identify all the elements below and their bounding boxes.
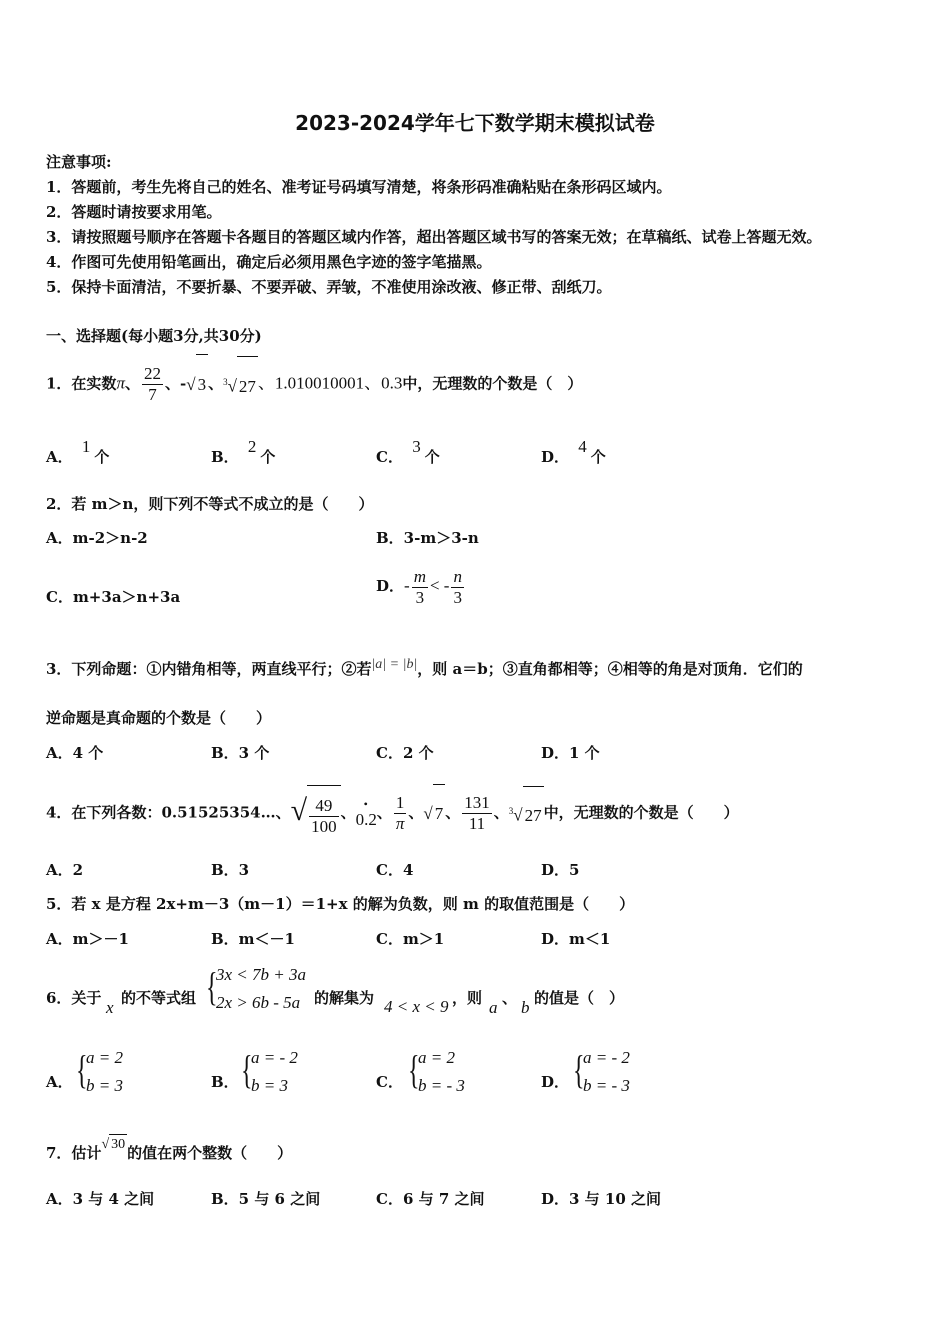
option-letter: D． bbox=[376, 577, 405, 595]
option-value: 2 bbox=[247, 437, 257, 456]
q1-option-a bbox=[46, 437, 110, 467]
radicand: 27 bbox=[523, 786, 544, 845]
sqrt-expression: √ 7 bbox=[423, 784, 445, 843]
q4-option-d: D．5 bbox=[541, 861, 580, 879]
option-line: b = - 3 bbox=[583, 1076, 630, 1095]
notice-item: 4．作图可先使用铅笔画出，确定后必须用黑色字迹的签字笔描黑。 bbox=[46, 253, 492, 271]
option-line: a = - 2 bbox=[251, 1048, 298, 1067]
q7-prefix: 7．估计 bbox=[46, 1144, 102, 1162]
q7-option-b: B．5 与 6 之间 bbox=[211, 1190, 321, 1208]
sqrt-expression: √ 30 bbox=[101, 1134, 127, 1155]
denominator: 11 bbox=[468, 813, 486, 833]
root-index: 3 bbox=[223, 377, 228, 387]
var-x: x bbox=[106, 998, 114, 1017]
repeating-decimal: • 0.2 bbox=[356, 791, 377, 849]
denominator: 3 bbox=[415, 587, 425, 607]
option-unit: 个 bbox=[424, 448, 440, 466]
q7-option-d: D．3 与 10 之间 bbox=[541, 1190, 661, 1208]
numerator: 131 bbox=[464, 792, 490, 812]
q4-option-c: C．4 bbox=[376, 861, 414, 879]
option-line: a = - 2 bbox=[583, 1048, 630, 1067]
q3-option-d: D．1 个 bbox=[541, 744, 600, 762]
option-value: 3 bbox=[412, 437, 421, 456]
q4-prefix: 4．在下列各数：0.51525354…、 bbox=[46, 803, 291, 822]
q5-option-c: C．m＞1 bbox=[376, 930, 445, 948]
option-unit: 个 bbox=[260, 448, 276, 466]
numerator: n bbox=[453, 566, 462, 586]
q1-suffix: 中，无理数的个数是（ ） bbox=[402, 374, 583, 393]
q7-suffix: 的值在两个整数（ ） bbox=[127, 1144, 293, 1162]
separator: 、 bbox=[208, 374, 224, 393]
q4-option-a: A．2 bbox=[46, 861, 84, 879]
sqrt-fraction: √ $\frac{49}{100}$ bbox=[291, 782, 341, 844]
q3-option-a: A．4 个 bbox=[46, 744, 104, 762]
q6-option-c bbox=[408, 1045, 498, 1101]
notice-heading: 注意事项: bbox=[46, 153, 112, 171]
option-line: b = 3 bbox=[251, 1076, 288, 1095]
q3-stem: 3．下列命题：①内错角相等，两直线平行；②若 bbox=[46, 660, 372, 678]
notice-item: 5．保持卡面清洁，不要折暴、不要弄破、弄皱，不准使用涂改液、修正带、刮纸刀。 bbox=[46, 278, 612, 296]
notice-item: 3．请按照题号顺序在答题卡各题目的答题区域内作答，超出答题区域书写的答案无效；在草稿纸、试卷上答题无效。 bbox=[46, 228, 822, 246]
q2-option-b: B．3-m＞3-n bbox=[376, 529, 479, 547]
denominator: π bbox=[395, 813, 405, 833]
radicand: 27 bbox=[237, 356, 258, 417]
left-brace-icon: { bbox=[206, 964, 218, 1009]
q6-option-a bbox=[76, 1045, 166, 1101]
q2-option-c: C．m+3a＞n+3a bbox=[46, 588, 181, 606]
q6-mid2: 的解集为 bbox=[314, 989, 375, 1007]
q6-mid: 的不等式组 bbox=[121, 989, 197, 1007]
cbrt-expression: $^3$√ 27 bbox=[223, 352, 258, 417]
radicand: 3 bbox=[196, 354, 209, 415]
q3-option-c: C．2 个 bbox=[376, 744, 434, 762]
sqrt-expression: √ 3 bbox=[186, 354, 208, 415]
q5-option-d: D．m＜1 bbox=[541, 930, 611, 948]
option-line: a = 2 bbox=[418, 1048, 455, 1067]
q2-option-d bbox=[376, 565, 466, 608]
solution-set: 4 < x < 9 bbox=[384, 997, 449, 1016]
q5-option-b: B．m＜－1 bbox=[211, 930, 295, 948]
denominator: 100 bbox=[311, 816, 337, 836]
q1-option-c bbox=[376, 437, 440, 467]
fraction bbox=[142, 364, 163, 405]
option-letter: A． bbox=[46, 448, 73, 466]
option-unit: 个 bbox=[590, 448, 606, 466]
question-7 bbox=[46, 1136, 293, 1165]
inequality-2: 2x > 6b - 5a bbox=[216, 993, 301, 1012]
separator: 、 bbox=[493, 803, 509, 822]
left-brace-icon: { bbox=[76, 1047, 88, 1092]
left-brace-icon: { bbox=[573, 1047, 585, 1092]
q2-option-a: A．m-2＞n-2 bbox=[46, 529, 148, 547]
q6-option-b-letter: B． bbox=[211, 1073, 239, 1091]
option-letter: B． bbox=[211, 448, 239, 466]
separator: 、 bbox=[408, 803, 424, 822]
abs-expression: |a| = |b| bbox=[371, 657, 418, 672]
inequality-1: 3x < 7b + 3a bbox=[216, 965, 306, 984]
section-heading: 一、选择题(每小题3分,共30分) bbox=[46, 327, 262, 345]
q6-option-d-letter: D． bbox=[541, 1073, 570, 1091]
fraction bbox=[462, 793, 492, 834]
pi-symbol: π bbox=[116, 373, 125, 393]
page-title: 2023-2024学年七下数学期末模拟试卷 bbox=[295, 111, 655, 135]
q7-option-c: C．6 与 7 之间 bbox=[376, 1190, 485, 1208]
fraction bbox=[412, 567, 428, 608]
notice-item: 1．答题前，考生先将自己的姓名、准考证号码填写清楚，将条形码准确粘贴在条形码区域内。 bbox=[46, 178, 672, 196]
question-4 bbox=[46, 782, 739, 845]
q1-prefix: 1．在实数 bbox=[46, 374, 117, 393]
q6-prefix: 6．关于 bbox=[46, 989, 102, 1007]
q6-suffix: 的值是（ ） bbox=[534, 989, 625, 1007]
question-2: 2．若 m＞n，则下列不等式不成立的是（ ） bbox=[46, 495, 374, 513]
var-b: b bbox=[521, 998, 530, 1017]
numerator: 1 bbox=[394, 793, 407, 814]
minus-sign: - bbox=[404, 576, 410, 595]
left-brace-icon: { bbox=[241, 1047, 253, 1092]
notice-item: 2．答题时请按要求用笔。 bbox=[46, 203, 222, 221]
q6-option-a-letter: A． bbox=[46, 1073, 73, 1091]
option-value: 4 bbox=[578, 437, 587, 456]
q1-option-b bbox=[211, 437, 276, 467]
option-letter: D． bbox=[541, 448, 570, 466]
radicand: 30 bbox=[109, 1134, 127, 1155]
inequality-system bbox=[206, 962, 316, 1018]
numerator: m bbox=[413, 566, 426, 586]
separator: 、 bbox=[445, 803, 461, 822]
var-a: a bbox=[489, 998, 498, 1017]
option-letter: C． bbox=[376, 448, 403, 466]
fraction bbox=[394, 793, 407, 834]
q6-option-b bbox=[241, 1045, 331, 1101]
numerator: 49 bbox=[309, 796, 339, 817]
option-line: b = - 3 bbox=[418, 1076, 465, 1095]
q4-option-b: B．3 bbox=[211, 861, 250, 879]
radicand: 7 bbox=[433, 784, 446, 843]
q3-option-b: B．3 个 bbox=[211, 744, 270, 762]
q4-suffix: 中，无理数的个数是（ ） bbox=[543, 803, 739, 822]
root-index: 3 bbox=[508, 806, 514, 816]
q6-mid3: ，则 bbox=[452, 989, 483, 1007]
numerator: 22 bbox=[143, 363, 161, 383]
less-than: < - bbox=[429, 576, 450, 595]
separator: 、 bbox=[124, 374, 140, 393]
q7-option-a: A．3 与 4 之间 bbox=[46, 1190, 155, 1208]
option-line: b = 3 bbox=[86, 1076, 123, 1095]
question-1 bbox=[46, 352, 582, 417]
question-3-cont: 逆命题是真命题的个数是（ ） bbox=[46, 709, 272, 727]
option-unit: 个 bbox=[94, 448, 110, 466]
question-5: 5．若 x 是方程 2x+m－3（m－1）＝1+x 的解为负数，则 m 的取值范围是（ ） bbox=[46, 895, 635, 913]
left-brace-icon: { bbox=[408, 1047, 420, 1092]
q3-stem: ，则 a＝b；③直角都相等；④相等的角是对顶角．它们的 bbox=[417, 660, 803, 678]
option-value: 1 bbox=[81, 437, 91, 456]
q1-option-d bbox=[541, 437, 606, 467]
cbrt-expression: $^3$√ 27 bbox=[509, 782, 544, 845]
q6-option-c-letter: C． bbox=[376, 1073, 403, 1091]
q5-option-a: A．m＞－1 bbox=[46, 930, 129, 948]
q6-option-d bbox=[573, 1045, 663, 1101]
separator: 、 bbox=[376, 803, 392, 822]
q1-numbers: 、1.010010001、0.3 bbox=[257, 373, 403, 393]
separator: 、- bbox=[164, 374, 187, 393]
denominator: 7 bbox=[148, 384, 157, 404]
option-line: a = 2 bbox=[86, 1048, 123, 1067]
fraction bbox=[451, 567, 464, 608]
separator: 、 bbox=[502, 989, 518, 1007]
question-3 bbox=[46, 659, 803, 681]
denominator: 3 bbox=[453, 587, 462, 607]
separator: 、 bbox=[340, 803, 356, 822]
